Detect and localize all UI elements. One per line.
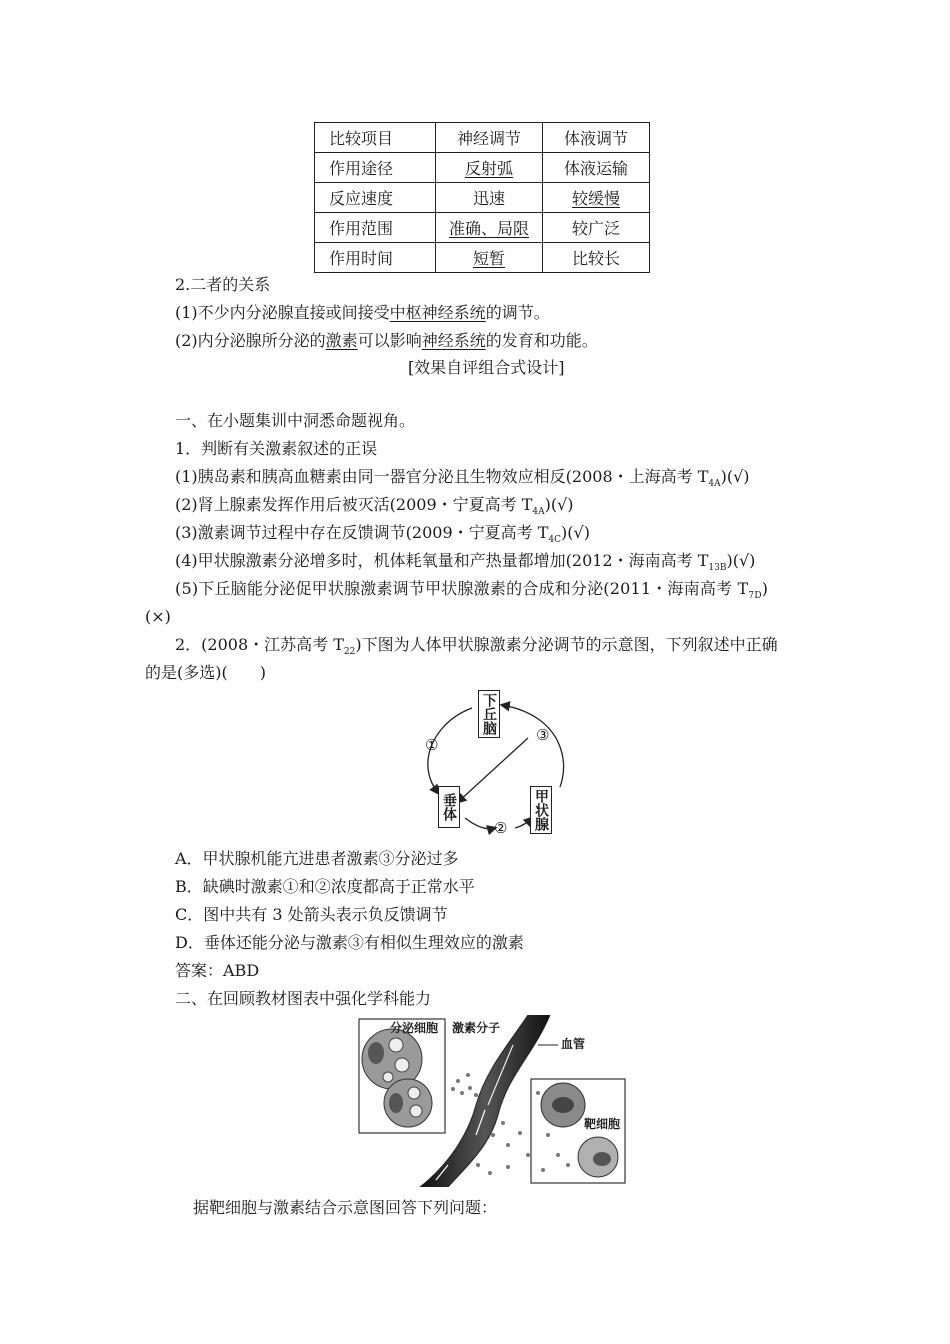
table-cell-item: 作用途径 — [315, 153, 436, 183]
text-run: 可以影响 — [357, 331, 422, 350]
option-b: B．缺碘时激素①和②浓度都高于正常水平 — [175, 877, 475, 896]
underlined-answer: 神经系统 — [421, 331, 486, 350]
relation-heading: 2.二者的关系 — [175, 275, 271, 294]
judgment-item — [175, 466, 750, 495]
label-blood-vessel: 血管 — [561, 1037, 586, 1051]
relation-paragraph-2 — [175, 330, 598, 352]
text-run: )(√) — [544, 495, 574, 514]
option-c: C．图中共有 3 处箭头表示负反馈调节 — [175, 905, 448, 924]
label-hormone-molecule: 激素分子 — [452, 1021, 501, 1035]
question-2-line-2: 的是(多选)( ) — [145, 663, 266, 682]
text-run: (4)甲状腺激素分泌增多时，机体耗氧量和产热量都增加(2012・海南高考 T — [175, 551, 709, 570]
subscript: 13B — [708, 563, 727, 574]
table-header-cell: 神经调节 — [436, 123, 543, 153]
label-hormone-2: ② — [494, 819, 508, 837]
text-run: (2)内分泌腺所分泌的 — [175, 331, 326, 350]
subscript: 4A — [708, 479, 721, 490]
text-run: 的发育和功能。 — [485, 331, 598, 350]
text-run: )(√) — [561, 523, 590, 542]
table-row — [315, 183, 650, 213]
text-run: (1)胰岛素和胰高血糖素由同一器官分泌且生物效应相反(2008・上海高考 T — [175, 467, 709, 486]
text-run: )下图为人体甲状腺激素分泌调节的示意图，下列叙述中正确 — [355, 635, 778, 654]
label-hormone-3: ③ — [536, 726, 550, 744]
figure-illustration — [358, 1015, 630, 1187]
hormone-target-figure — [358, 1015, 630, 1187]
table-cell-item: 反应速度 — [315, 183, 436, 213]
table-cell-humoral: 体液运输 — [563, 159, 628, 178]
label-hormone-1: ① — [425, 736, 439, 754]
table-cell-humoral: 较缓慢 — [571, 189, 620, 208]
subscript: 4C — [548, 535, 562, 546]
option-d: D．垂体还能分泌与激素③有相似生理效应的激素 — [175, 933, 524, 952]
judgment-item — [175, 494, 574, 523]
question-2-line-1 — [175, 634, 778, 663]
thyroid-regulation-diagram — [420, 690, 570, 836]
table-row — [315, 243, 650, 273]
table-row — [315, 213, 650, 243]
subscript: 22 — [343, 647, 356, 658]
judgment-item-5-result: (×) — [145, 607, 171, 626]
answer: 答案：ABD — [175, 961, 260, 980]
text-run: (2)肾上腺素发挥作用后被灭活(2009・宁夏高考 T — [175, 495, 533, 514]
table-cell-neural: 准确、局限 — [448, 219, 529, 238]
part1-heading: 一、在小题集训中洞悉命题视角。 — [175, 411, 416, 430]
text-run: )(√) — [726, 551, 756, 570]
part2-heading: 二、在回顾教材图表中强化学科能力 — [175, 989, 432, 1008]
option-a: A．甲状腺机能亢进患者激素③分泌过多 — [175, 849, 459, 868]
table-cell-neural: 反射弧 — [464, 159, 513, 178]
judgment-item — [175, 578, 768, 607]
comparison-table — [314, 122, 650, 273]
table-header-cell: 体液调节 — [543, 123, 650, 153]
table-header-cell: 比较项目 — [315, 123, 436, 153]
judgment-item — [175, 522, 590, 551]
table-cell-humoral: 较广泛 — [571, 219, 620, 238]
text-run: )(√) — [720, 467, 750, 486]
figure-prompt: 据靶细胞与激素结合示意图回答下列问题： — [193, 1198, 498, 1217]
text-run: (1)不少内分泌腺直接或间接受 — [175, 303, 390, 322]
subscript: 4A — [532, 507, 545, 518]
section-title: [效果自评组合式设计] — [408, 358, 565, 377]
text-run: (3)激素调节过程中存在反馈调节(2009・宁夏高考 T — [175, 523, 549, 542]
text-run: 2．(2008・江苏高考 T — [175, 635, 344, 654]
relation-paragraph-1 — [175, 302, 550, 324]
subscript: 7D — [748, 591, 762, 602]
underlined-answer: 中枢神经系统 — [389, 303, 486, 322]
label-secretory-cell: 分泌细胞 — [390, 1021, 439, 1035]
question-1-title: 1．判断有关激素叙述的正误 — [175, 439, 378, 458]
text-run: (5)下丘脑能分泌促甲状腺激素调节甲状腺激素的合成和分泌(2011・海南高考 T — [175, 579, 749, 598]
underlined-answer: 激素 — [325, 331, 358, 350]
table-cell-item: 作用时间 — [315, 243, 436, 273]
label-target-cell: 靶细胞 — [584, 1117, 621, 1131]
node-hypothalamus: 下丘脑 — [478, 690, 500, 738]
table-cell-item: 作用范围 — [315, 213, 436, 243]
node-pituitary: 垂体 — [438, 786, 460, 828]
table-cell-humoral: 比较长 — [571, 249, 620, 268]
table-cell-neural: 迅速 — [472, 189, 505, 208]
judgment-item — [175, 550, 755, 579]
table-header-row — [315, 123, 650, 153]
table-cell-neural: 短暂 — [472, 249, 505, 268]
table-row — [315, 153, 650, 183]
text-run: ) — [761, 579, 769, 598]
node-thyroid: 甲状腺 — [530, 786, 552, 834]
text-run: 的调节。 — [485, 303, 550, 322]
